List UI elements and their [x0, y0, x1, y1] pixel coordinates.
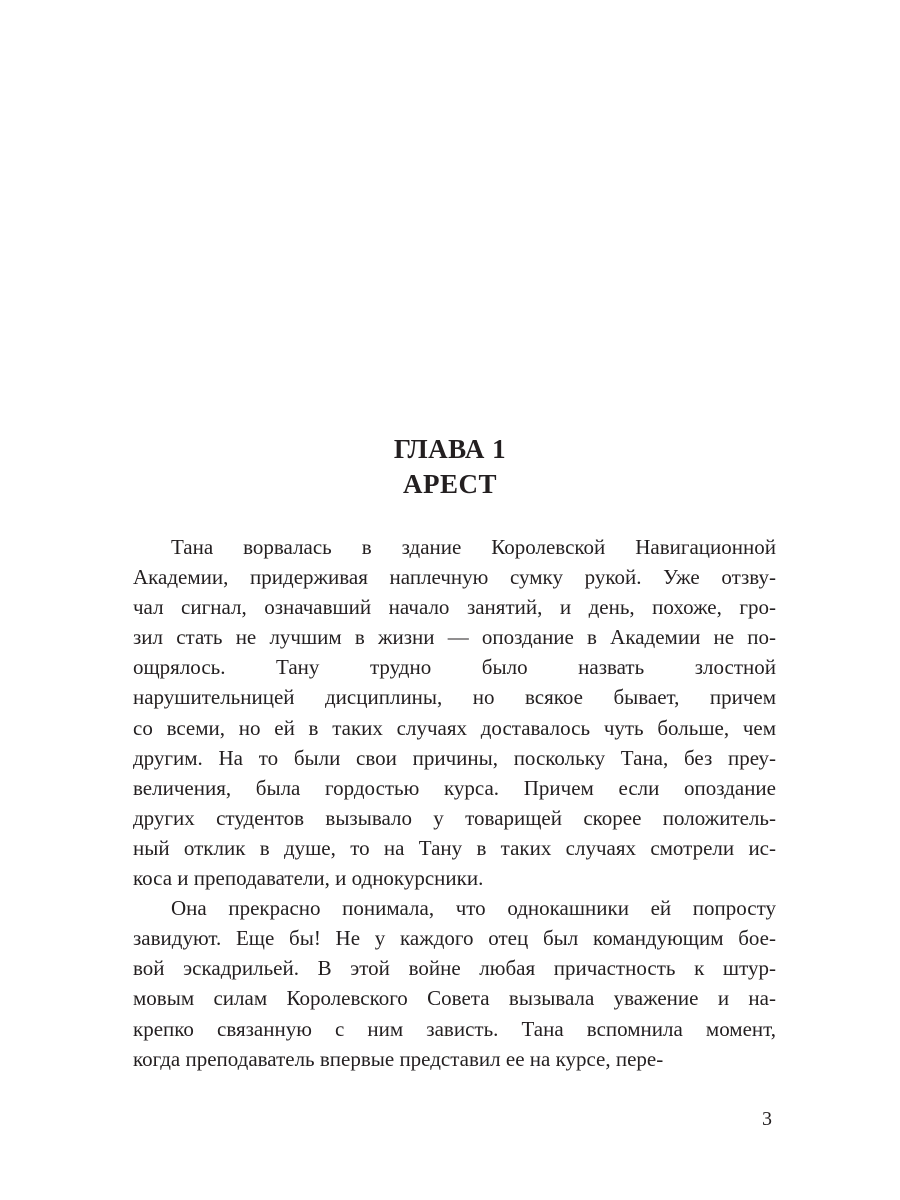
- text-line: вой эскадрильей. В этой войне любая причастность к штур-: [133, 956, 776, 981]
- text-line: других студентов вызывало у товарищей скорее положитель-: [133, 805, 776, 830]
- text-line: когда преподаватель впервые представил ее на курсе, пере-: [133, 1046, 664, 1071]
- body-text: [133, 532, 776, 1074]
- paragraph: [133, 893, 776, 1074]
- text-line: нарушительницей дисциплины, но всякое бывает, причем: [133, 685, 776, 710]
- text-line: Она прекрасно понимала, что однокашники ей попросту: [171, 896, 776, 921]
- text-line: величения, была гордостью курса. Причем если опоздание: [133, 775, 776, 800]
- text-line: завидуют. Еще бы! Не у каждого отец был командующим бое-: [133, 926, 776, 951]
- text-line: Тана ворвалась в здание Королевской Навигационной: [171, 535, 776, 559]
- chapter-number: ГЛАВА 1: [393, 434, 507, 464]
- text-line: зил стать не лучшим в жизни — опоздание в Академии не по-: [133, 625, 776, 650]
- text-line: ный отклик в душе, то на Тану в таких случаях смотрели ис-: [133, 835, 776, 860]
- page-number: 3: [762, 1108, 772, 1130]
- text-line: коса и преподаватели, и однокурсники.: [133, 866, 484, 891]
- text-line: крепко связанную с ним зависть. Тана вспомнила момент,: [133, 1016, 776, 1041]
- text-line: мовым силам Королевского Совета вызывала уважение и на-: [133, 986, 776, 1011]
- text-line: ощрялось. Тану трудно было назвать злостной: [133, 655, 776, 680]
- text-line: другим. На то были свои причины, поскольку Тана, без преу-: [133, 745, 776, 770]
- text-line: чал сигнал, означавший начало занятий, и день, похоже, гро-: [133, 595, 776, 620]
- chapter-title: АРЕСТ: [402, 469, 497, 499]
- paragraph: [133, 532, 776, 893]
- text-line: Академии, придерживая наплечную сумку рукой. Уже отзву-: [133, 565, 776, 590]
- text-line: со всеми, но ей в таких случаях доставалось чуть больше, чем: [133, 715, 776, 740]
